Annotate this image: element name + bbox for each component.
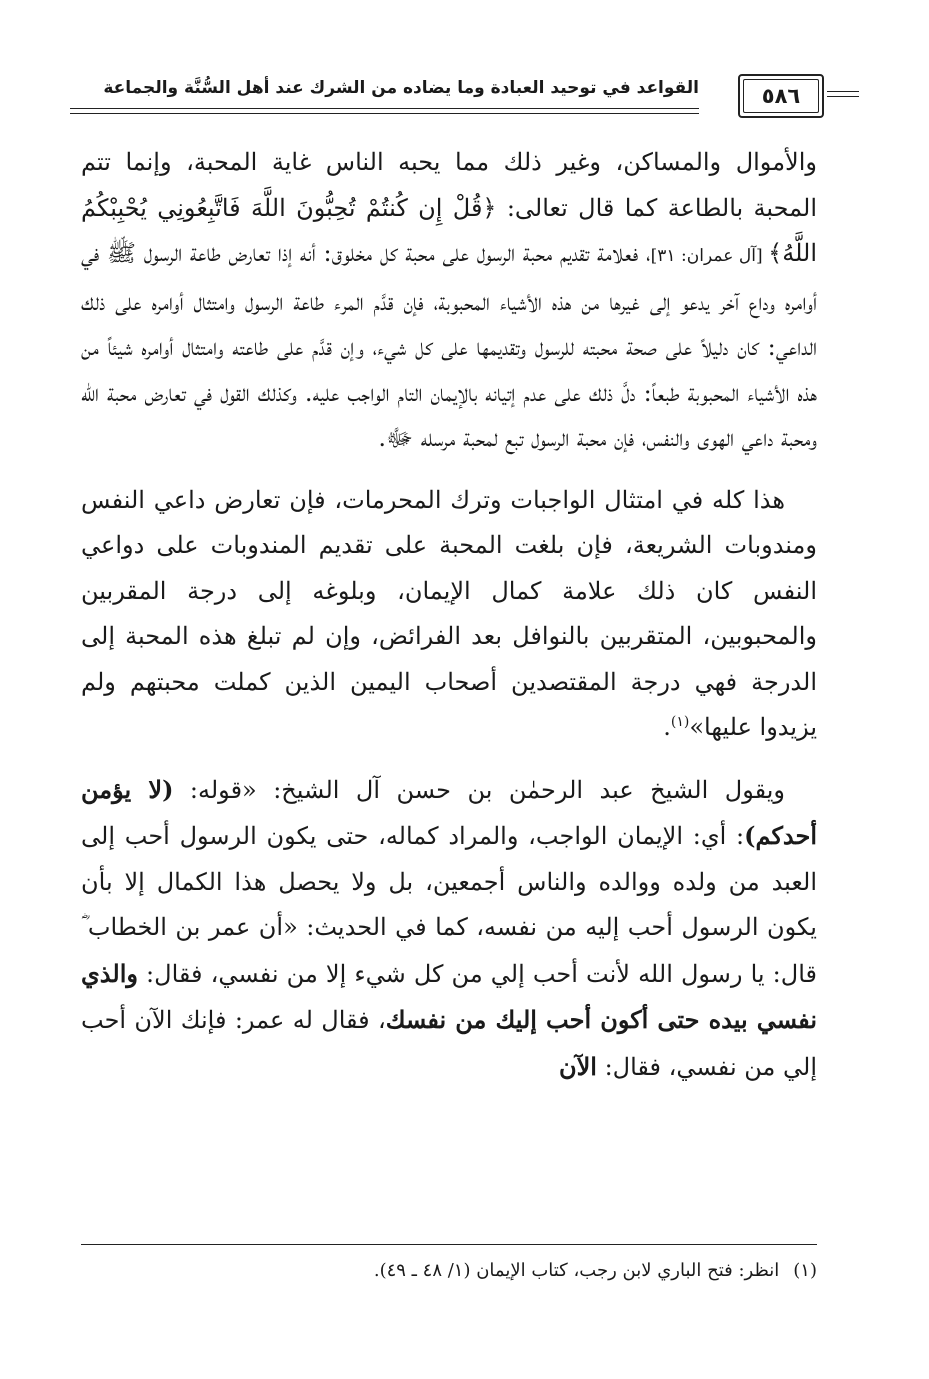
footnote-text: انظر: فتح الباري لابن رجب، كتاب الإيمان (١/ ٤٨ ـ ٤٩). — [373, 1260, 780, 1281]
hadith-quote: والذي نفسي بيده حتى أكون أحب إليك من نفسك — [81, 958, 817, 1034]
text-segment: : أي: الإيمان الواجب، والمراد كماله، حتى يكون الرسول أحب إلى العبد من ولده ووالده والناس أجمعين، بل ولا يحصل هذا الكمال إلا بأن يكون الرسول أحب إليه من نفسه، كما في الحديث: «أن عمر بن الخطاب ؓ قال: يا رسول الله لأنت أحب إلي من كل شيء إلا من نفسي، فقال: — [81, 822, 817, 988]
hadith-quote: الآن — [558, 1051, 597, 1081]
paragraph — [81, 478, 817, 751]
text-segment: ويقول الشيخ عبد الرحمٰن بن حسن آل الشيخ: «قوله: — [173, 775, 786, 804]
footnote-reference[interactable]: (١) — [670, 714, 690, 730]
paragraph — [81, 140, 817, 462]
quran-verse: ﴿قُلْ إِن كُنتُمْ تُحِبُّونَ اللَّهَ فَاتَّبِعُونِي يُحْبِبْكُمُ اللَّهُ﴾ — [81, 193, 817, 267]
text-segment: هذا كله في امتثال الواجبات وترك المحرمات، فإن تعارض داعي النفس ومندوبات الشريعة، فإن بلغت المحبة على تقديم المندوبات على دواعي النفس كان ذلك علامة كمال الإيمان، وبلوغه إلى درجة المقربين والمحبوبين، المتقربين بالنوافل بعد الفرائض، وإن لم تبلغ هذه المحبة إلى الدرجة فهي درجة المقتصدين أصحاب اليمين الذين كملت محبتهم ولم يزيدوا عليها» — [81, 485, 817, 741]
footnote — [81, 1256, 817, 1286]
page-number-text: ٥٨٦ — [761, 84, 801, 108]
footnote-number: (١) — [793, 1260, 817, 1281]
header-rule — [70, 113, 699, 114]
header-rule — [70, 108, 699, 109]
text-segment: والأموال والمساكن، وغير ذلك مما يحبه الناس غاية المحبة، وإنما تتم المحبة بالطاعة كما قال تعالى: — [81, 148, 818, 222]
text-segment: ، فعلامة تقديم محبة الرسول على محبة كل مخلوق: أنه إذا تعارض طاعة الرسول ﷺ في أوامره وداع آخر يدعو إلى غيرها من هذه الأشياء المحبوبة، فإن قدَّم المرء طاعة الرسول وامتثال أوامره على ذلك الداعي: كان دليلاً على صحة محبته للرسول وتقديمها على كل شيء، وإن قدَّم على طاعته وامتثال أوامره شيئاً من هذه الأشياء المحبوبة طبعاً: دلَّ ذلك على عدم إتيانه بالإيمان التام الواجب عليه. وكذلك القول في تعارض محبة الله ومحبة داعي الهوى والنفس، فإن محبة الرسول تبع لمحبة مرسله ﷻ. — [81, 239, 817, 452]
hadith-quote: (لا يؤمن أحدكم) — [81, 774, 817, 850]
running-header — [70, 74, 859, 132]
page-number — [738, 74, 824, 118]
main-text — [81, 140, 817, 1090]
page-number-ornament-rule — [827, 91, 859, 92]
text-segment: ، فقال له عمر: فإنك الآن أحب إلي من نفسي، فقال: — [81, 1006, 817, 1081]
page-number-ornament-rule — [827, 96, 859, 97]
running-title: القواعد في توحيد العبادة وما يضاده من الشرك عند أهل السُّنَّة والجماعة — [103, 78, 699, 98]
text-segment: . — [663, 713, 671, 741]
footnote-divider — [81, 1244, 817, 1245]
paragraph — [81, 767, 817, 1091]
verse-citation: [آل عمران: ٣١] — [650, 246, 769, 266]
